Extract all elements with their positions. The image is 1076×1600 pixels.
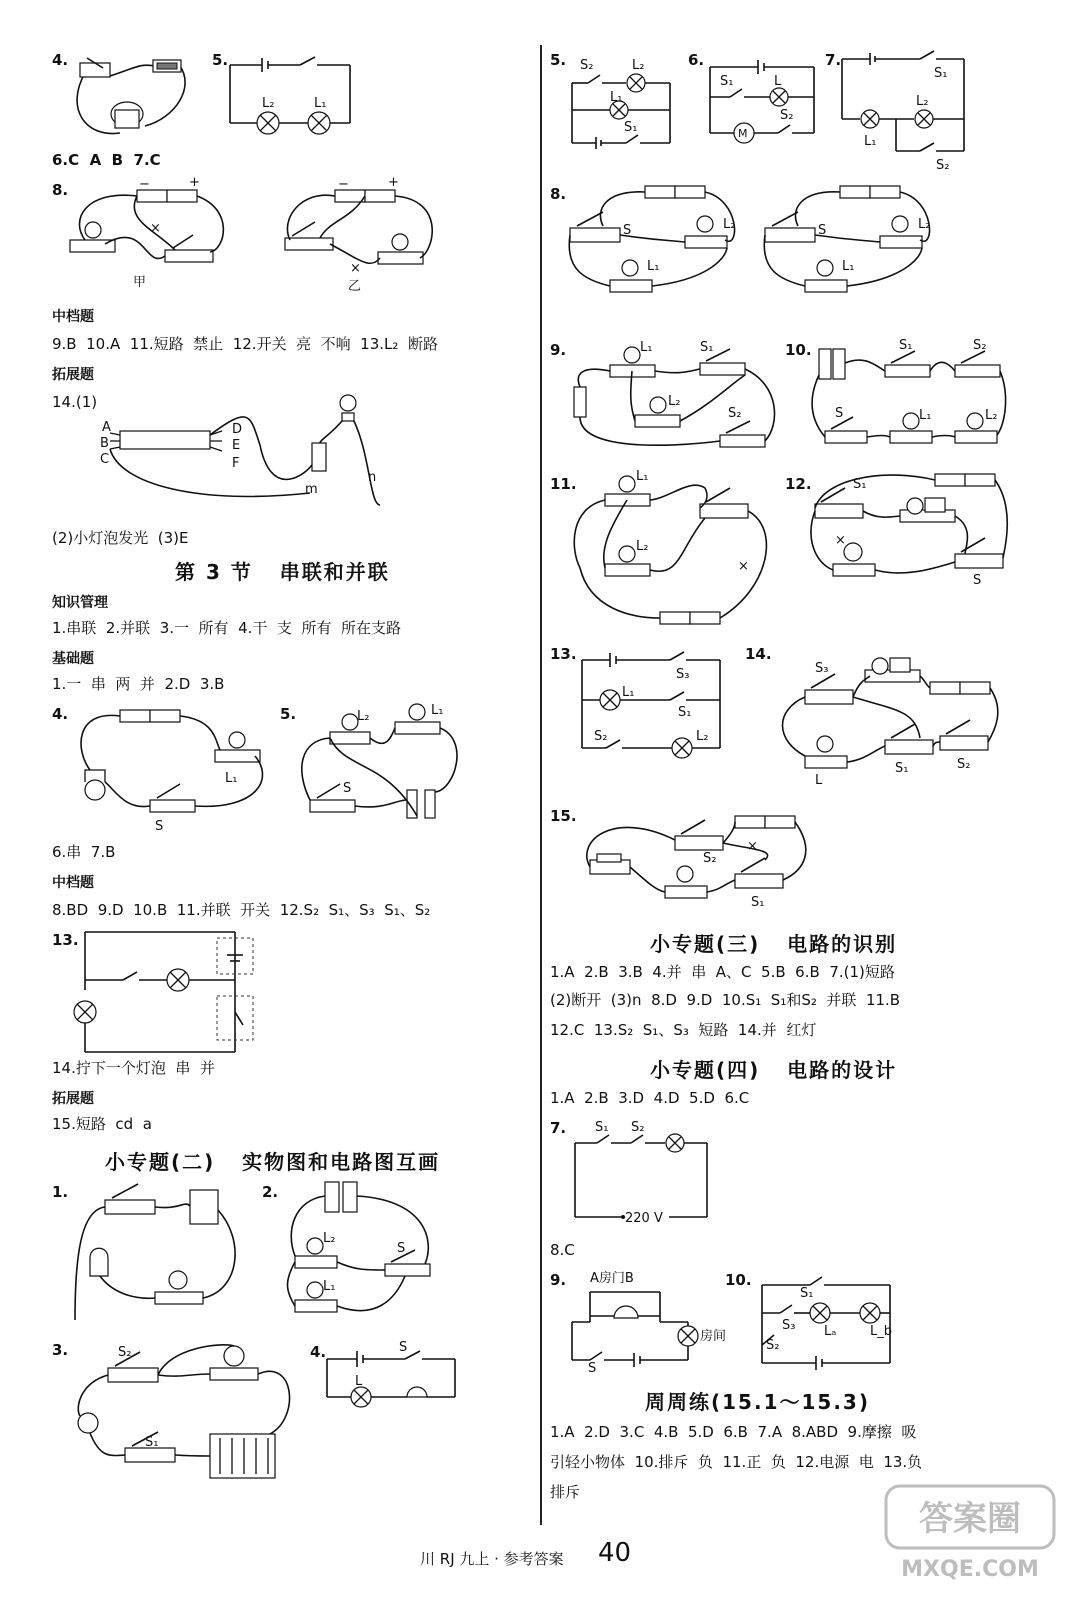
svg-text:L₂: L₂ [323,1231,336,1246]
svg-text:L₂: L₂ [916,94,929,109]
svg-text:×: × [738,559,749,574]
q8-figure-b [270,175,440,294]
svg-text:+: + [189,175,200,190]
b5-label: 5. [280,705,297,723]
svg-text:B: B [100,436,109,451]
t4-circuit [325,1340,460,1415]
svg-text:A: A [102,420,111,435]
r6-label: 6. [688,51,705,69]
q8-label: 8. [52,181,69,199]
ext-title: 拓展题 [52,367,94,383]
svg-text:L₂: L₂ [918,217,931,232]
r11-label: 11. [550,475,577,493]
svg-text:×: × [350,261,361,276]
t3-label: 3. [52,1341,69,1359]
topic3-title: 小专题(三) 电路的识别 [650,932,898,956]
r15-label: 15. [550,807,577,825]
svg-text:S₁: S₁ [899,338,913,353]
r12-label: 12. [785,475,812,493]
svg-text:S: S [399,1340,408,1355]
svg-text:−: − [139,177,150,192]
svg-text:L₁: L₁ [225,771,238,786]
section3-title: 第 3 节 串联和并联 [175,560,390,584]
svg-text:D: D [232,422,243,437]
topic4-q9-circuit [570,1268,727,1376]
svg-text:L₁: L₁ [431,703,444,718]
svg-text:S₁: S₁ [700,340,714,355]
svg-text:S₂: S₂ [580,58,594,73]
topic4-title: 小专题(四) 电路的设计 [650,1058,898,1082]
topic4-q8: 8.C [550,1241,575,1259]
svg-text:M: M [738,127,748,140]
svg-text:S: S [973,573,982,588]
t1-label: 1. [52,1183,69,1201]
basic-1-3: 1.一 串 两 并 2.D 3.B [52,675,225,693]
svg-text:S₁: S₁ [145,1435,159,1450]
page-number: 40 [598,1538,632,1568]
svg-text:房间: 房间 [700,1329,727,1344]
svg-text:n: n [368,470,377,485]
topic3-line2: (2)断开 (3)n 8.D 9.D 10.S₁ S₁和S₂ 并联 11.B [550,991,901,1009]
page-footer: 川 RJ 九上 · 参考答案 [420,1550,564,1568]
svg-text:L₁: L₁ [842,259,855,274]
svg-text:S: S [343,781,352,796]
svg-text:+: + [388,175,399,190]
column-divider [540,45,542,1525]
m13-label: 13. [52,931,79,949]
svg-text:L₁: L₁ [610,90,623,105]
basic-title: 基础题 [52,651,94,667]
r9-figure [570,335,780,460]
svg-text:L₂: L₂ [632,58,645,73]
b5-figure [295,700,470,835]
svg-text:L: L [774,74,782,89]
knowledge-answers: 1.串联 2.并联 3.一 所有 4.干 支 所有 所在支路 [52,619,402,637]
r8-figure-a [565,180,745,300]
watermark-url: MXQE.COM [901,1557,1039,1582]
svg-text:S₂: S₂ [957,757,971,772]
svg-text:S₁: S₁ [595,1120,609,1135]
b4-label: 4. [52,705,69,723]
svg-text:S₁: S₁ [720,74,734,89]
watermark-logo [880,1478,1060,1586]
q14-figure [100,385,390,520]
svg-text:L₂: L₂ [668,394,681,409]
mid-title: 中档题 [52,309,94,325]
r13-label: 13. [550,645,577,663]
svg-text:S: S [397,1241,406,1256]
svg-text:S₁: S₁ [895,761,909,776]
r9-label: 9. [550,341,567,359]
svg-text:L₁: L₁ [919,408,932,423]
svg-text:L: L [355,1374,363,1389]
svg-text:L₁: L₁ [647,259,660,274]
e15-answers: 15.短路 cd a [52,1115,152,1133]
r6-circuit [708,55,818,150]
b6-7-answers: 6.串 7.B [52,843,116,861]
svg-text:L₁: L₁ [622,685,635,700]
q6-7-answers: 6.C A B 7.C [52,151,161,169]
t2-label: 2. [262,1183,279,1201]
ext2-title: 拓展题 [52,1091,94,1107]
q5-l1: L₁ [314,96,327,111]
mid2-title: 中档题 [52,875,94,891]
svg-text:S₂: S₂ [936,158,950,173]
svg-text:220 V: 220 V [625,1211,663,1226]
svg-text:S₁: S₁ [853,477,867,492]
svg-text:×: × [835,533,846,548]
svg-text:S₂: S₂ [973,338,987,353]
r14-label: 14. [745,645,772,663]
m14-answers: 14.拧下一个灯泡 串 并 [52,1059,215,1077]
r7-label: 7. [825,51,842,69]
b4-figure [65,700,275,835]
svg-text:L₂: L₂ [723,217,736,232]
svg-text:L₂: L₂ [985,408,998,423]
r10-label: 10. [785,341,812,359]
topic4-q10-label: 10. [725,1271,752,1289]
svg-text:S₃: S₃ [815,661,829,676]
r15-figure [575,810,815,915]
svg-text:S: S [623,223,632,238]
svg-text:S: S [835,406,844,421]
svg-text:S₃: S₃ [676,667,690,682]
svg-text:L: L [815,773,823,788]
q8-yi: 乙 [348,279,362,294]
svg-text:S: S [155,819,164,834]
topic3-line1: 1.A 2.B 3.B 4.并 串 A、C 5.B 6.B 7.(1)短路 [550,963,895,981]
watermark-text: 答案圈 [919,1499,1021,1539]
t4-label: 4. [310,1343,327,1361]
q4-figure [65,48,195,143]
r8-figure-b [760,180,940,300]
svg-text:L₂: L₂ [696,729,709,744]
q9-13-answers: 9.B 10.A 11.短路 禁止 12.开关 亮 不响 13.L₂ 断路 [52,335,438,353]
svg-text:C: C [100,452,110,467]
topic4-q7-circuit [573,1120,713,1226]
svg-text:E: E [232,438,241,453]
svg-text:S₁: S₁ [624,120,638,135]
r12-figure [805,468,1005,593]
topic4-q9-label: 9. [550,1271,567,1289]
weekly-title: 周周练(15.1～15.3) [645,1390,870,1414]
topic4-q7-label: 7. [550,1119,567,1137]
svg-text:S₂: S₂ [118,1345,132,1360]
q4-label: 4. [52,51,69,69]
svg-text:×: × [747,839,758,854]
svg-text:S₁: S₁ [678,705,692,720]
r5-circuit [570,55,675,155]
svg-text:L₁: L₁ [640,340,653,355]
q8-jia: 甲 [133,275,147,290]
svg-text:S₂: S₂ [631,1120,645,1135]
q8-figure-a [65,175,235,290]
svg-text:S₂: S₂ [780,108,794,123]
topic2-title: 小专题(二) 实物图和电路图互画 [105,1150,441,1174]
r5-label: 5. [550,51,567,69]
q14-rest: (2)小灯泡发光 (3)E [52,529,189,547]
svg-text:S₂: S₂ [594,729,608,744]
svg-text:L₂: L₂ [636,539,649,554]
weekly-line3: 排斥 [550,1483,581,1501]
svg-text:×: × [150,221,161,236]
r8-label: 8. [550,185,567,203]
t1-figure [70,1180,260,1325]
svg-text:−: − [338,177,349,192]
svg-text:S₂: S₂ [728,406,742,421]
svg-text:Lₐ: Lₐ [824,1324,837,1339]
m8-12-answers: 8.BD 9.D 10.B 11.并联 开关 12.S₂ S₁、S₃ S₁、S₂ [52,901,431,919]
svg-text:A房门B: A房门B [590,1271,634,1286]
svg-text:S₁: S₁ [751,895,765,910]
svg-text:L₁: L₁ [323,1279,336,1294]
weekly-line2: 引轻小物体 10.排斥 负 11.正 负 12.电源 电 13.负 [550,1453,923,1471]
r13-circuit [580,652,725,762]
q5-label: 5. [212,51,229,69]
t3-figure [70,1338,300,1488]
svg-text:m: m [305,482,318,497]
svg-text:L_b: L_b [870,1324,892,1339]
r14-figure [775,650,1005,795]
svg-text:S: S [818,223,827,238]
svg-text:F: F [232,456,240,471]
t2-figure [285,1180,445,1330]
topic4-q10-circuit [760,1275,910,1375]
svg-text:S: S [588,1361,597,1376]
weekly-line1: 1.A 2.D 3.C 4.B 5.D 6.B 7.A 8.ABD 9.摩擦 吸 [550,1423,917,1441]
q14-label: 14.(1) [52,393,98,411]
topic4-line1: 1.A 2.B 3.D 4.D 5.D 6.C [550,1089,750,1107]
svg-text:S₁: S₁ [934,66,948,81]
r11-figure [570,468,780,633]
svg-text:S₂: S₂ [766,1338,780,1353]
topic3-line3: 12.C 13.S₂ S₁、S₃ 短路 14.并 红灯 [550,1021,817,1039]
svg-text:L₁: L₁ [864,134,877,149]
m13-circuit [75,930,260,1055]
svg-text:S₃: S₃ [782,1318,796,1333]
r7-circuit [840,55,970,173]
svg-text:S₁: S₁ [800,1286,814,1301]
r10-figure [805,335,1005,460]
q5-circuit [230,55,355,140]
svg-text:L₁: L₁ [636,469,649,484]
q5-l2: L₂ [262,96,275,111]
svg-text:L₂: L₂ [357,709,370,724]
svg-text:S₂: S₂ [703,851,717,866]
knowledge-title: 知识管理 [52,595,108,611]
